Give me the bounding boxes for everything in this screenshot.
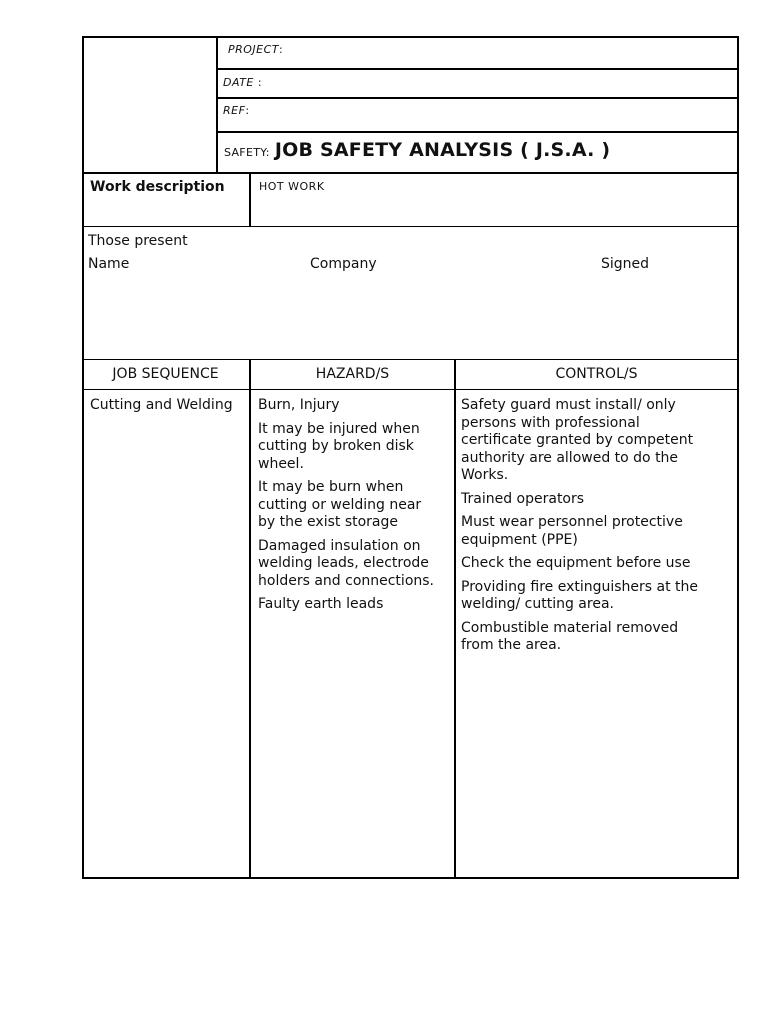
table-col-divider-2 [454,359,456,878]
date-label: DATE : [223,76,263,89]
form-border-left [82,36,84,879]
list-item: Faulty earth leads [258,596,384,612]
present-bottom-divider [82,359,739,360]
page-title: JOB SAFETY ANALYSIS ( J.S.A. ) [274,139,611,161]
header-bottom-divider [82,172,739,174]
table-header-hazards: HAZARD/S [315,366,390,382]
work-description-value: HOT WORK [259,180,325,193]
safety-title-row [224,139,610,162]
header-divider-3 [216,131,739,133]
list-item: Damaged insulation on welding leads, electrode holders and connections. [258,537,434,589]
work-desc-divider [249,172,251,227]
table-col-divider-1 [249,359,251,878]
list-item: Check the equipment before use [461,555,691,571]
list-item: It may be injured when cutting by broken disk wheel. [258,420,420,472]
hazards-cell [258,397,452,620]
form-border-top [82,36,739,38]
form-border-bottom [82,877,739,879]
job-sequence-cell: Cutting and Welding [90,397,233,413]
form-border-right [737,36,739,879]
list-item: Combustible material removed from the area. [461,619,679,653]
list-item: Safety guard must install/ only persons with professional certificate granted by competent authority are allowed to do the Works. [461,397,694,483]
project-label: PROJECT: [228,43,284,56]
list-item: Providing fire extinguishers at the welding/ cutting area. [461,578,699,612]
controls-cell [461,397,735,661]
present-col-signed: Signed [601,256,650,272]
header-divider-2 [216,97,739,99]
ref-label: REF: [223,104,250,117]
table-header-job-sequence: JOB SEQUENCE [112,366,219,382]
table-header-divider [82,389,739,390]
list-item: It may be burn when cutting or welding near by the exist storage [258,479,422,530]
work-description-label: Work description [90,179,225,195]
list-item: Trained operators [461,490,585,507]
those-present-heading: Those present [88,233,188,249]
present-col-name: Name [88,256,130,272]
jsa-form [82,36,739,879]
safety-label: SAFETY: [224,146,270,159]
list-item: Must wear personnel protective equipment (PPE) [461,514,683,548]
present-col-company: Company [310,256,377,272]
header-divider-1 [216,68,739,70]
work-desc-bottom-divider [82,226,739,227]
list-item: Burn, Injury [258,397,340,413]
header-logo-divider [216,36,218,173]
table-header-controls: CONTROL/S [555,366,638,382]
